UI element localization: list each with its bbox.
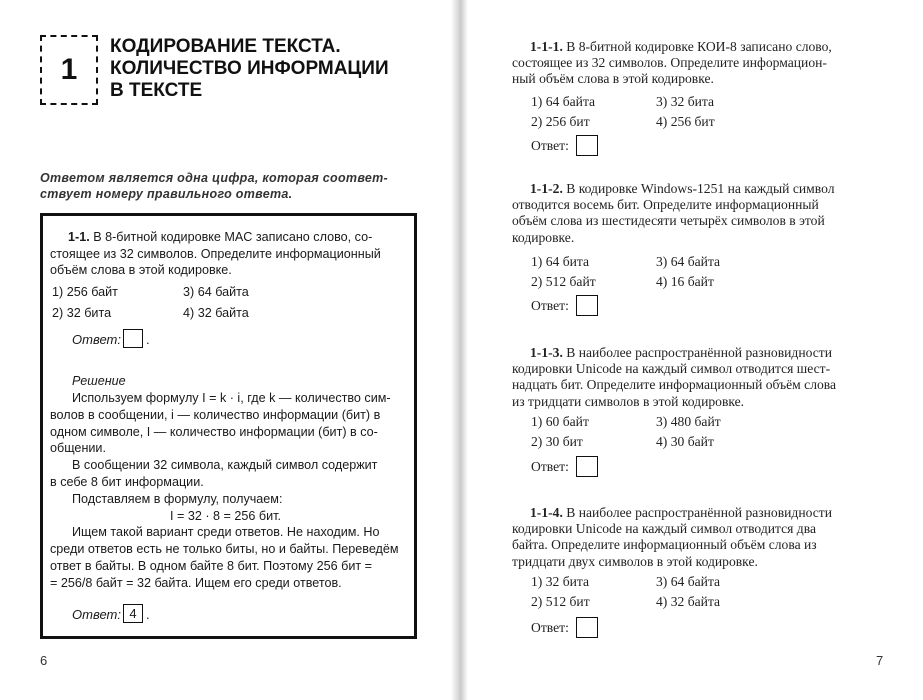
question-line: В наиболее распространённой разновидности [562,345,832,360]
question-option: 2) 256 бит [531,114,590,129]
question-line: В кодировке Windows-1251 на каждый символ [562,181,835,196]
question-number: 1-1-1. [530,39,563,54]
question-line: кодировки Unicode на каждый символ отводится шест- [512,361,831,377]
solution-line: = 256/8 байт = 32 байта. Ищем его среди ответов. [50,575,342,590]
question-line: состоящее из 32 символов. Определите информацион- [512,55,827,71]
final-answer-label: Ответ: [72,607,121,622]
final-answer-value: 4 [129,606,137,621]
question-option: 1) 64 бита [531,254,590,269]
example-statement [50,229,405,279]
question-option: 2) 512 бит [531,594,590,609]
solution-line: в себе 8 бит информации. [50,474,204,489]
chapter-title-line: В ТЕКСТЕ [110,80,203,101]
question-option: 1) 60 байт [531,414,589,429]
solution-line: Используем формулу I = k · i, где k — количество сим- [72,391,391,405]
question-number: 1-1-4. [530,505,563,520]
question-line: отводится восемь бит. Определите информационный [512,197,819,213]
chapter-number: 1 [60,53,78,86]
solution-line: ответ в байты. В одном байте 8 бит. Поэтому 256 бит = [50,558,372,573]
question-1-1-2 [512,181,890,246]
example-line: стоящее из 32 символов. Определите информационный [50,246,381,261]
question-option: 4) 30 байт [656,434,714,449]
solution-formula: I = 32 · 8 = 256 бит. [170,508,282,523]
solution-line: среди ответов есть не только биты, но и байты. Переведём [50,542,399,557]
question-option: 4) 256 бит [656,114,715,129]
solution-line: волов в сообщении, i — количество информации (бит) в [50,407,381,422]
question-line: надцать бит. Определите информационный объём слова [512,377,837,393]
chapter-title-line: КОДИРОВАНИЕ ТЕКСТА. [110,36,341,57]
example-answer-suffix: . [146,332,150,347]
question-option: 1) 64 байта [531,94,596,109]
chapter-title [110,36,440,102]
final-answer-suffix: . [146,607,150,622]
example-line: объём слова в этой кодировке. [50,263,232,277]
question-line: объём слова из шестидесяти четырёх символов в этой [512,213,825,229]
question-answer-box[interactable] [576,295,598,316]
book-gutter [451,0,468,700]
question-1-1-1 [512,39,890,88]
instructions-line: Ответом является одна цифра, которая соответ- [40,171,388,185]
question-option: 2) 30 бит [531,434,583,449]
question-number: 1-1-3. [530,345,563,360]
page-number: 6 [40,653,48,668]
question-line: байта. Определите информационный объём слова из [512,537,817,553]
question-line: тридцати двух символов в этой кодировке. [512,553,758,569]
question-line: В 8-битной кодировке КОИ-8 записано слово, [562,39,832,54]
question-line: из тридцати символов в этой кодировке. [512,393,745,409]
question-line: кодировке. [512,229,575,245]
example-answer-label: Ответ: [72,332,121,347]
question-option: 3) 480 байт [656,414,721,429]
solution-line: Подставляем в формулу, получаем: [72,491,283,506]
question-answer-label: Ответ: [531,138,569,153]
question-option: 1) 32 бита [531,574,590,589]
question-option: 4) 16 байт [656,274,714,289]
example-number: 1-1. [68,230,90,244]
question-option: 3) 32 бита [656,94,715,109]
question-1-1-3 [512,345,890,410]
solution-line: одном символе, I — количество информации (бит) в со- [50,424,378,439]
question-answer-label: Ответ: [531,620,569,635]
example-answer-box [123,329,143,348]
example-option: 2) 32 бита [52,306,112,320]
question-answer-label: Ответ: [531,459,569,474]
final-answer-box [123,604,143,623]
question-answer-label: Ответ: [531,298,569,313]
question-line: ный объём слова в этой кодировке. [512,71,714,87]
question-option: 3) 64 байта [656,254,721,269]
solution-text [50,390,408,592]
question-option: 2) 512 байт [531,274,596,289]
chapter-title-line: КОЛИЧЕСТВО ИНФОРМАЦИИ [110,58,389,79]
solution-line: В сообщении 32 символа, каждый символ содержит [72,458,378,473]
solution-heading: Решение [72,374,126,388]
question-option: 4) 32 байта [656,594,721,609]
instructions-line: ствует номеру правильного ответа. [40,187,293,201]
question-answer-box[interactable] [576,135,598,156]
chapter-number-box [40,35,98,105]
question-answer-box[interactable] [576,617,598,638]
question-option: 3) 64 байта [656,574,721,589]
example-line: В 8-битной кодировке MAC записано слово, со- [89,230,373,244]
example-option: 4) 32 байта [183,306,249,320]
question-answer-box[interactable] [576,456,598,477]
left-page [0,0,451,700]
example-option: 1) 256 байт [52,285,118,299]
question-line: кодировки Unicode на каждый символ отводится два [512,521,816,537]
question-line: В наиболее распространённой разновидности [562,505,832,520]
question-1-1-4 [512,505,890,570]
instructions [40,170,415,202]
solution-line: общении. [50,441,106,456]
question-number: 1-1-2. [530,181,563,196]
example-option: 3) 64 байта [183,285,249,299]
page-number: 7 [876,653,884,668]
solution-line: Ищем такой вариант среди ответов. Не находим. Но [72,525,380,540]
